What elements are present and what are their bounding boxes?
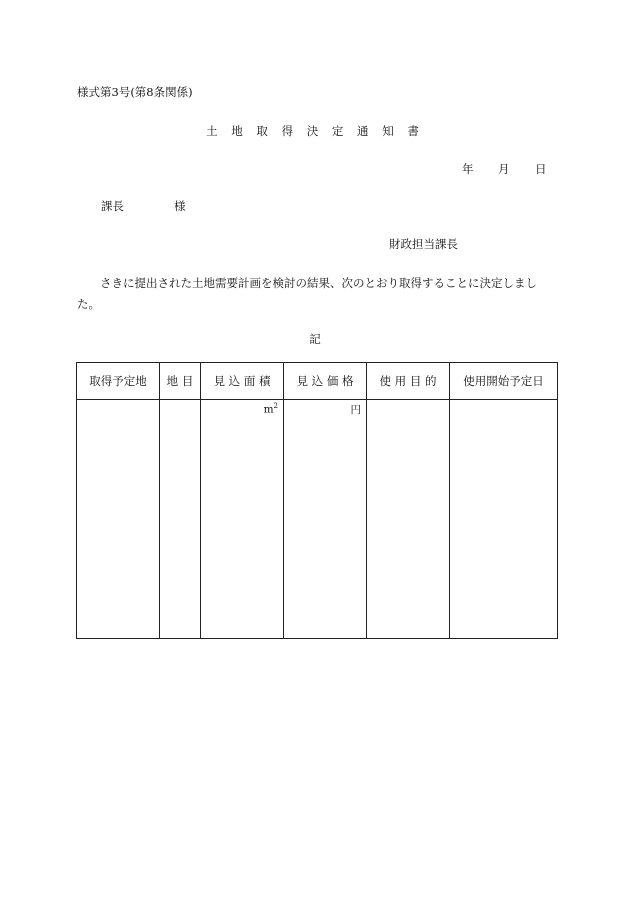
date-day-label: 日 (535, 162, 547, 176)
addressee-honorific: 様 (174, 199, 186, 213)
land-acquisition-table (76, 362, 558, 639)
header-purpose: 使 用 目 的 (367, 363, 450, 400)
document-title: 土 地 取 得 決 定 通 知 書 (206, 124, 424, 138)
cell-estimated-price (284, 400, 367, 639)
date-year-label: 年 (462, 162, 474, 176)
cell-planned-site (77, 400, 160, 639)
cell-start-date (450, 400, 558, 639)
cell-purpose (367, 400, 450, 639)
addressee-title: 課長 (101, 199, 124, 213)
area-unit: $m^2$ (263, 402, 278, 416)
header-planned-site: 取得予定地 (77, 363, 160, 400)
header-estimated-area: 見 込 面 積 (201, 363, 284, 400)
cell-land-category (160, 400, 201, 639)
header-start-date: 使用開始予定日 (450, 363, 558, 400)
date-month-label: 月 (498, 162, 510, 176)
header-land-category: 地 目 (160, 363, 201, 400)
table-header-row (77, 363, 558, 400)
form-number-label: 様式第3号(第8条関係) (77, 85, 193, 99)
note-mark: 記 (309, 332, 321, 346)
body-text: さきに提出された土地需要計画を検討の結果、次のとおり取得することに決定しました。 (77, 276, 537, 311)
header-estimated-price: 見 込 価 格 (284, 363, 367, 400)
sender-name: 財政担当課長 (389, 237, 458, 251)
price-unit: 円 (350, 404, 361, 416)
table-row (77, 400, 558, 639)
cell-estimated-area (201, 400, 284, 639)
